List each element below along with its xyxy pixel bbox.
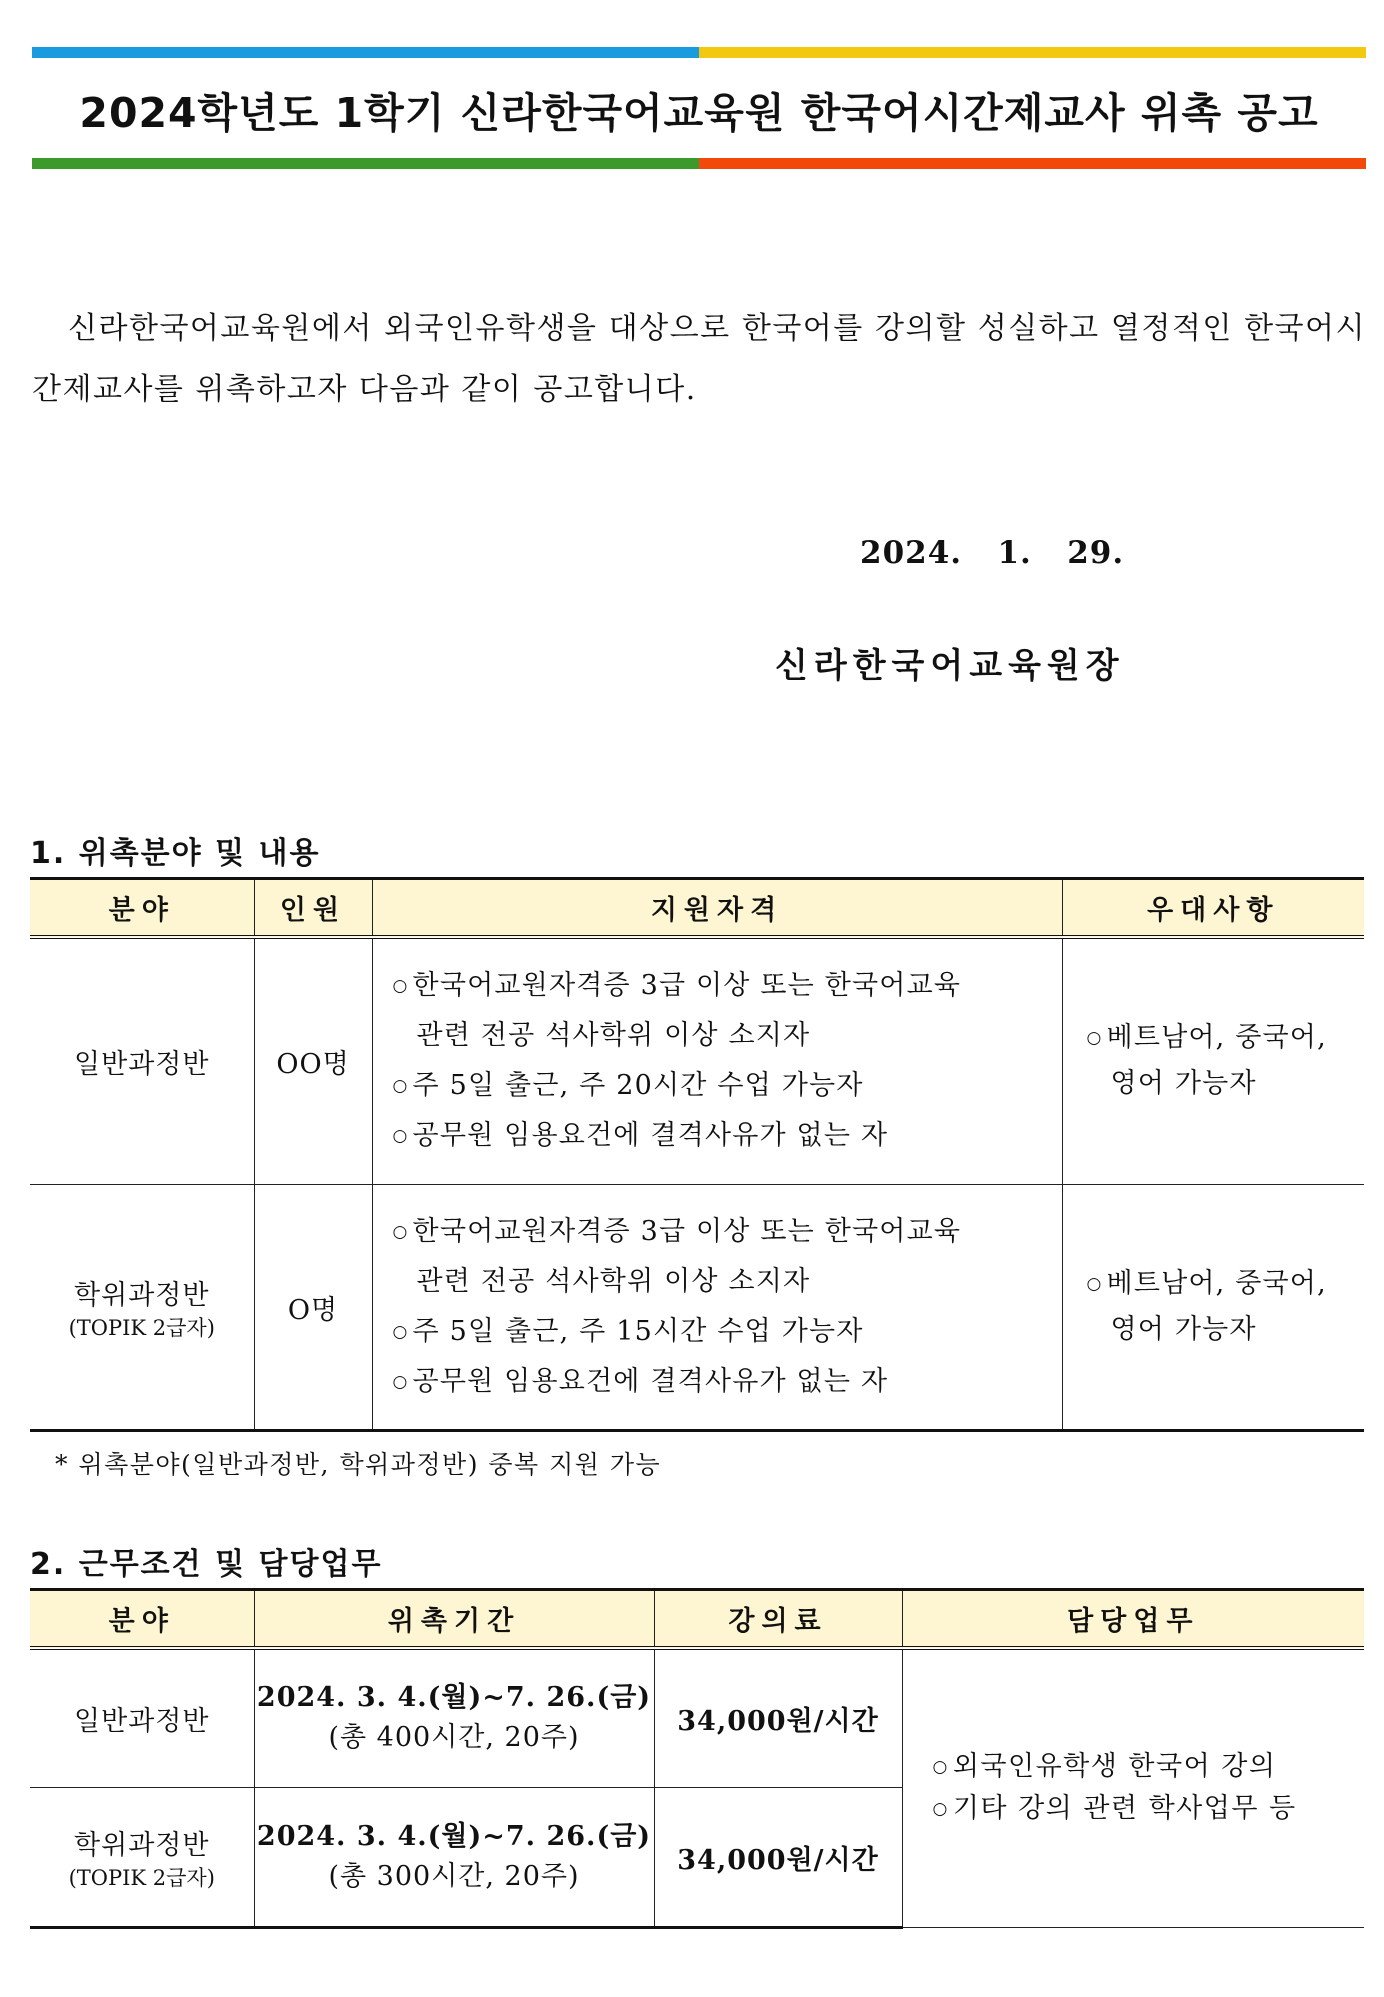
list-item bbox=[393, 1111, 1062, 1161]
list-item bbox=[393, 1061, 1062, 1111]
field-name: 일반과정반 bbox=[74, 1705, 210, 1737]
qualification-cell bbox=[372, 1185, 1062, 1431]
field-cell bbox=[30, 937, 254, 1185]
qualification-cell bbox=[372, 937, 1062, 1185]
header-fee: 강의료 bbox=[654, 1590, 902, 1648]
table-row bbox=[30, 1185, 1364, 1431]
section1-table bbox=[30, 877, 1364, 1432]
period-cell bbox=[254, 1648, 654, 1788]
bullet-icon: ○ bbox=[932, 1799, 949, 1820]
field-sub: (TOPIK 2급자) bbox=[68, 1865, 215, 1890]
header-duty: 담당업무 bbox=[902, 1590, 1364, 1648]
bullet-icon: ○ bbox=[932, 1757, 949, 1778]
period-range: 2024. 3. 4.(월)~7. 26.(금) bbox=[256, 1682, 652, 1714]
count-cell: O명 bbox=[254, 1185, 372, 1431]
header-bar-yellow bbox=[699, 47, 1366, 58]
header-field: 분야 bbox=[30, 879, 254, 937]
notice-date: 2024. 1. 29. bbox=[860, 535, 1125, 571]
list-item bbox=[393, 961, 1062, 1061]
period-hours: (총 300시간, 20주) bbox=[328, 1861, 580, 1892]
field-name: 일반과정반 bbox=[74, 1048, 210, 1080]
duty-text: 외국인유학생 한국어 강의 bbox=[952, 1751, 1277, 1783]
pref-text: 베트남어, 중국어, bbox=[1106, 1268, 1327, 1299]
duty-text: 기타 강의 관련 학사업무 등 bbox=[952, 1793, 1297, 1825]
field-cell bbox=[30, 1788, 254, 1928]
bullet-icon: ○ bbox=[1086, 1274, 1103, 1294]
field-sub: (TOPIK 2급자) bbox=[68, 1315, 215, 1340]
bullet-icon: ○ bbox=[1086, 1028, 1103, 1049]
pref-text: 영어 가능자 bbox=[1110, 1314, 1257, 1345]
preference-cell bbox=[1062, 937, 1364, 1185]
req-text: 한국어교원자격증 3급 이상 또는 한국어교육 bbox=[412, 1216, 962, 1247]
period-hours: (총 400시간, 20주) bbox=[328, 1722, 580, 1754]
field-cell bbox=[30, 1648, 254, 1788]
fee-cell: 34,000원/시간 bbox=[654, 1788, 902, 1928]
footnote: * 위촉분야(일반과정반, 학위과정반) 중복 지원 가능 bbox=[55, 1450, 662, 1479]
req-text: 관련 전공 석사학위 이상 소지자 bbox=[416, 1266, 811, 1297]
list-item bbox=[393, 1307, 1062, 1357]
pref-text: 베트남어, 중국어, bbox=[1106, 1022, 1327, 1054]
intro-paragraph: 신라한국어교육원에서 외국인유학생을 대상으로 한국어를 강의할 성실하고 열정적인 한국어시간제교사를 위촉하고자 다음과 같이 공고합니다. bbox=[32, 311, 1366, 407]
signer-name: 신라한국어교육원장 bbox=[775, 646, 1125, 686]
fee-cell: 34,000원/시간 bbox=[654, 1648, 902, 1788]
header-bar-orange bbox=[699, 158, 1366, 169]
header-period: 위촉기간 bbox=[254, 1590, 654, 1648]
section2-title: 2. 근무조건 및 담당업무 bbox=[30, 1547, 383, 1582]
table-row bbox=[30, 1648, 1364, 1788]
bullet-icon: ○ bbox=[392, 1126, 409, 1147]
bullet-icon: ○ bbox=[392, 1076, 409, 1097]
req-text: 공무원 임용요건에 결격사유가 없는 자 bbox=[412, 1120, 889, 1152]
field-name: 학위과정반 bbox=[74, 1829, 210, 1861]
period-range: 2024. 3. 4.(월)~7. 26.(금) bbox=[256, 1821, 652, 1852]
bullet-icon: ○ bbox=[392, 976, 409, 997]
req-text: 한국어교원자격증 3급 이상 또는 한국어교육 bbox=[412, 970, 962, 1002]
table-row bbox=[30, 937, 1364, 1185]
field-name: 학위과정반 bbox=[74, 1279, 210, 1311]
count-cell: OO명 bbox=[254, 937, 372, 1185]
section1-title: 1. 위촉분야 및 내용 bbox=[30, 836, 321, 871]
field-cell bbox=[30, 1185, 254, 1431]
list-item bbox=[393, 1357, 1062, 1407]
header-bar-green bbox=[32, 158, 699, 169]
period-cell bbox=[254, 1788, 654, 1928]
bullet-icon: ○ bbox=[392, 1372, 409, 1392]
preference-cell bbox=[1062, 1185, 1364, 1431]
bullet-icon: ○ bbox=[392, 1222, 409, 1242]
header-count: 인원 bbox=[254, 879, 372, 937]
req-text: 공무원 임용요건에 결격사유가 없는 자 bbox=[412, 1366, 889, 1397]
duty-cell bbox=[902, 1648, 1364, 1928]
header-field: 분야 bbox=[30, 1590, 254, 1648]
req-text: 주 5일 출근, 주 15시간 수업 가능자 bbox=[412, 1316, 864, 1347]
req-text: 주 5일 출근, 주 20시간 수업 가능자 bbox=[412, 1070, 864, 1102]
req-text: 관련 전공 석사학위 이상 소지자 bbox=[416, 1020, 811, 1052]
pref-text: 영어 가능자 bbox=[1110, 1068, 1257, 1100]
header-qualification: 지원자격 bbox=[372, 879, 1062, 937]
page-title: 2024학년도 1학기 신라한국어교육원 한국어시간제교사 위촉 공고 bbox=[79, 89, 1319, 137]
header-bar-blue bbox=[32, 47, 699, 58]
section2-table bbox=[30, 1588, 1364, 1929]
header-preference: 우대사항 bbox=[1062, 879, 1364, 937]
bullet-icon: ○ bbox=[392, 1322, 409, 1342]
list-item bbox=[393, 1207, 1062, 1307]
